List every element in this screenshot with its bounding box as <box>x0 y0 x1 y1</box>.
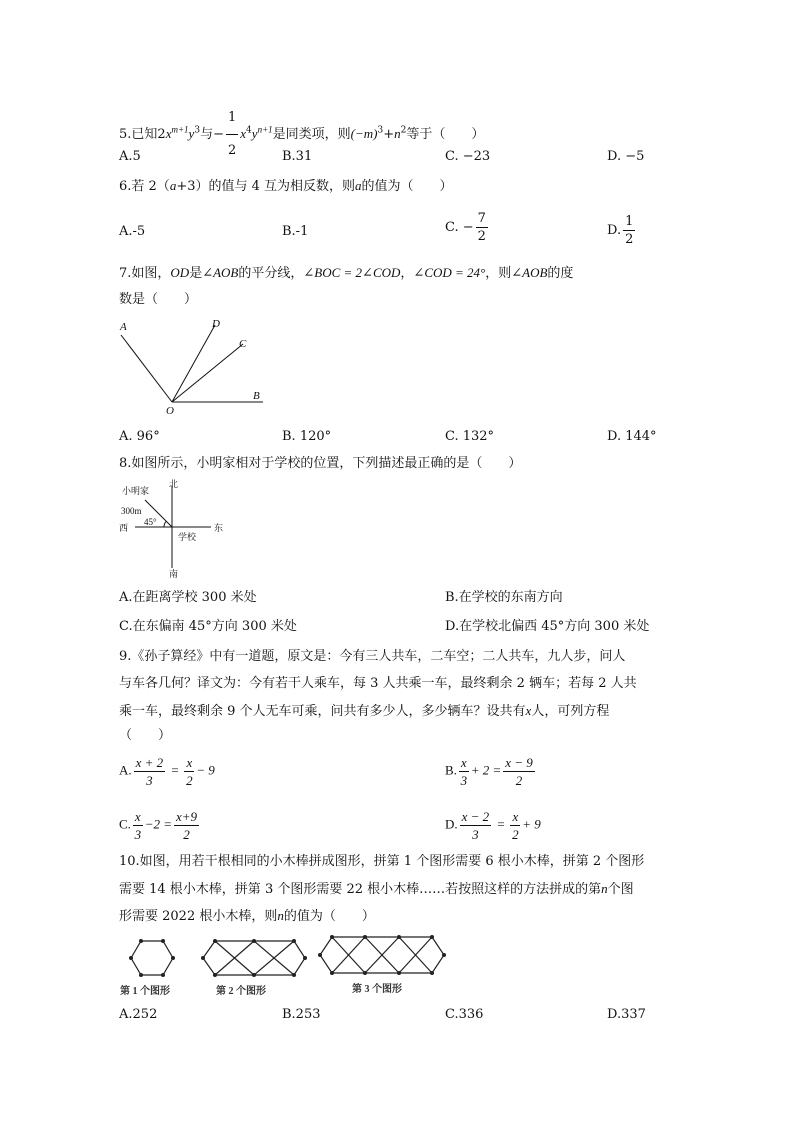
q5-frac-den: 2 <box>227 143 237 158</box>
q9-x: x <box>525 703 532 718</box>
q6-option-d[interactable] <box>607 215 637 246</box>
q10-line1: 10.如图，用若干根相同的小木棒拼成图形，拼第 1 个图形需要 6 根小木棒，拼第 2 个图形 <box>119 854 645 869</box>
q9-c-rn: x+9 <box>176 809 198 824</box>
q7-stem-line1 <box>119 266 573 280</box>
q6-d-den: 2 <box>625 232 634 247</box>
q9-b-ld: 3 <box>460 773 468 788</box>
ray-oc <box>172 344 243 402</box>
q7-ang-aob: ∠AOB <box>202 265 239 280</box>
q5-x: x <box>165 126 172 141</box>
q9-c-ln: x <box>134 809 141 824</box>
q9-c-right <box>174 810 199 841</box>
q5-y2: y <box>251 126 258 141</box>
q9-option-b[interactable] <box>445 756 537 787</box>
q7-l1e: 的度 <box>547 266 574 281</box>
q9-b-rn: x − 9 <box>505 755 533 770</box>
q7-l1a: 7.如图， <box>119 266 171 281</box>
q5-fraction <box>226 104 238 165</box>
figure-2-outline <box>203 941 305 975</box>
angle-arc <box>164 521 166 527</box>
q9-c-label: C. <box>119 816 131 832</box>
q9-a-tail: − 9 <box>196 762 215 778</box>
q5-option-a[interactable]: A.5 <box>119 149 141 164</box>
q10-option-b[interactable]: B.253 <box>282 1007 321 1022</box>
q7-od: OD <box>170 265 190 280</box>
q7-comma: ， <box>400 266 414 281</box>
q6-d-num: 1 <box>625 214 634 229</box>
q6-c-prefix: C. − <box>445 220 474 235</box>
q10-line2 <box>119 882 634 896</box>
q9-b-left <box>459 756 469 787</box>
ray-od <box>172 325 215 402</box>
q5-y-exp: 3 <box>194 125 201 136</box>
q5-plus: + <box>383 127 395 142</box>
q6-var-a: a <box>169 178 177 193</box>
q9-d-left <box>460 810 492 841</box>
q9-d-tail: + 9 <box>522 816 541 832</box>
q10-n1: n <box>601 881 608 896</box>
angle-label: 45° <box>144 517 157 527</box>
q8-stem: 8.如图所示，小明家相对于学校的位置，下列描述最正确的是（ ） <box>119 456 522 471</box>
q10-line3 <box>119 909 375 923</box>
caption-3: 第 3 个图形 <box>352 984 402 995</box>
distance-label: 300m <box>121 506 142 516</box>
q7-option-c[interactable]: C. 132° <box>445 429 495 444</box>
q6-text-b: +3）的值与 4 互为相反数，则 <box>176 179 356 194</box>
q9-line3 <box>119 704 609 718</box>
q9-line2: 与车各几何？译文为：今有若干人乘车，每 3 人共乘一车，最终剩余 2 辆车；若每 2 人共 <box>119 676 637 691</box>
q6-c-den: 2 <box>477 229 486 244</box>
q6-option-c[interactable] <box>445 212 490 243</box>
q6-stem <box>119 179 453 193</box>
q9-a-right <box>184 756 194 787</box>
q5-y: y <box>188 126 195 141</box>
west-label: 西 <box>119 523 129 533</box>
north-label: 北 <box>169 479 179 489</box>
q5-n: n <box>394 126 401 141</box>
q5-option-d[interactable]: D. −5 <box>607 149 645 164</box>
q5-frac-num: 1 <box>226 104 238 135</box>
q7-angle-diagram <box>115 315 275 420</box>
q10-l2a: 需要 14 根小木棒，拼第 3 个图形需要 22 根小木棒……若按照这样的方法拼成的第 <box>119 882 602 897</box>
q9-d-label: D. <box>445 816 458 832</box>
q8-option-d[interactable]: D.在学校北偏西 45°方向 300 米处 <box>445 619 650 634</box>
q6-option-b[interactable]: B.-1 <box>282 224 309 239</box>
q10-n2: n <box>277 908 284 923</box>
label-b: B <box>253 390 260 402</box>
q5-x2-exp: 4 <box>246 125 252 136</box>
q9-d-rd: 2 <box>512 827 519 842</box>
q6-option-a[interactable]: A.-5 <box>119 224 146 239</box>
q9-b-ln: x <box>460 755 467 770</box>
q9-d-right <box>510 810 520 841</box>
q5-minus: − <box>213 127 224 142</box>
q5-prefix: 5.已知 <box>119 127 158 142</box>
q10-l3b: 的值为（ ） <box>283 909 375 924</box>
q5-mid: 是同类项，则 <box>272 127 351 142</box>
q9-a-left <box>134 756 166 787</box>
q9-c-left <box>133 810 143 841</box>
label-d: D <box>212 318 220 330</box>
q9-l3a: 乘一车，最终剩余 9 个人无车可乘，问共有多少人，多少辆车？设共有 <box>119 704 526 719</box>
q10-option-d[interactable]: D.337 <box>607 1007 646 1022</box>
q9-b-right <box>503 756 535 787</box>
home-label: 小明家 <box>122 486 150 496</box>
q9-option-d[interactable]: D. $\frac{x - 2}{3}$ = $\frac{x}{2}$ + 9 <box>445 809 541 842</box>
q10-l3a: 形需要 2022 根小木棒，则 <box>119 909 278 924</box>
q10-hexagon-figures <box>115 930 455 1002</box>
q9-a-ln: x + 2 <box>135 755 164 770</box>
q6-c-fraction <box>476 212 488 243</box>
q6-var-a2: a <box>355 178 362 193</box>
figure-1-hexagon <box>131 941 173 975</box>
label-c: C <box>239 338 247 350</box>
q9-c-rd: 2 <box>183 827 190 842</box>
caption-1: 第 1 个图形 <box>120 986 170 997</box>
south-label: 南 <box>169 569 179 579</box>
q7-stem-line2: 数是（ ） <box>119 292 198 307</box>
q8-direction-diagram <box>115 476 235 581</box>
q9-c-ld: 3 <box>134 827 142 842</box>
q5-x-exp: m+1 <box>171 124 189 135</box>
q9-line1: 9.《孙子算经》中有一道题，原文是：今有三人共车，二车空；二人共车，九人步，问人 <box>119 649 626 664</box>
q7-ang-aob2: ∠AOB <box>511 265 548 280</box>
q9-b-mid: + 2 = <box>470 762 502 778</box>
q6-c-num: 7 <box>477 211 486 226</box>
figure-2 <box>203 941 305 975</box>
q9-l3b: 人，可列方程 <box>531 704 610 719</box>
q9-a-ld: 3 <box>146 773 153 788</box>
q7-l1b: 是 <box>189 266 203 281</box>
q5-x2: x <box>240 126 247 141</box>
label-a: A <box>120 321 127 333</box>
q9-a-rn: x <box>186 755 193 770</box>
q9-d-rn: x <box>512 809 519 824</box>
q7-option-d[interactable]: D. 144° <box>607 429 657 444</box>
q9-d-ln: x − 2 <box>461 809 490 824</box>
q8-option-b[interactable]: B.在学校的东南方向 <box>445 590 563 605</box>
q9-a-label: A. <box>119 762 132 778</box>
q9-b-rd: 2 <box>515 773 523 788</box>
q10-l2b: 个图 <box>607 882 634 897</box>
school-label: 学校 <box>178 532 197 542</box>
ray-oa <box>121 335 172 402</box>
q6-text-a: 6.若 2（ <box>119 179 170 194</box>
q7-l1d: ，则 <box>485 266 512 281</box>
q6-d-prefix: D. <box>607 223 622 238</box>
q7-eq1: ∠BOC = 2∠COD <box>303 265 401 280</box>
q5-expr-exp: 3 <box>377 125 384 136</box>
q5-n-exp: 2 <box>400 125 407 136</box>
q5-end: 等于（ ） <box>406 127 485 142</box>
q5-y2-exp: n+1 <box>257 124 273 135</box>
q9-option-a[interactable]: A. $\frac{x + 2}{3}$ = $\frac{x}{2}$ − 9 <box>119 755 215 788</box>
figure-3 <box>320 937 444 973</box>
q7-eq2: ∠COD = 24° <box>413 265 486 280</box>
caption-2: 第 2 个图形 <box>216 986 266 997</box>
q7-option-b[interactable]: B. 120° <box>282 429 332 444</box>
q9-d-ld: 3 <box>472 827 479 842</box>
label-o: O <box>166 405 174 417</box>
q6-d-fraction <box>623 215 635 246</box>
q7-l1c: 的平分线， <box>238 266 304 281</box>
q8-option-a[interactable]: A.在距离学校 300 米处 <box>119 590 257 605</box>
q5-option-b[interactable]: B.31 <box>282 149 313 164</box>
q5-option-c[interactable]: C. −23 <box>445 149 491 164</box>
q8-option-c[interactable]: C.在东偏南 45°方向 300 米处 <box>119 619 297 634</box>
q5-expr: (−m) <box>350 126 378 141</box>
q7-option-a[interactable]: A. 96° <box>119 429 160 444</box>
q9-option-c[interactable] <box>119 810 201 841</box>
east-label: 东 <box>214 523 224 533</box>
q5-coef: 2 <box>157 127 166 142</box>
q6-text-c: 的值为（ ） <box>361 179 453 194</box>
q9-b-label: B. <box>445 762 457 778</box>
q10-option-c[interactable]: C.336 <box>445 1007 484 1022</box>
q10-option-a[interactable]: A.252 <box>119 1007 158 1022</box>
q5-conj: 与 <box>200 127 214 142</box>
q9-a-rd: 2 <box>186 773 193 788</box>
q9-line4: （ ） <box>119 728 172 743</box>
q9-c-mid: −2 = <box>144 816 172 832</box>
